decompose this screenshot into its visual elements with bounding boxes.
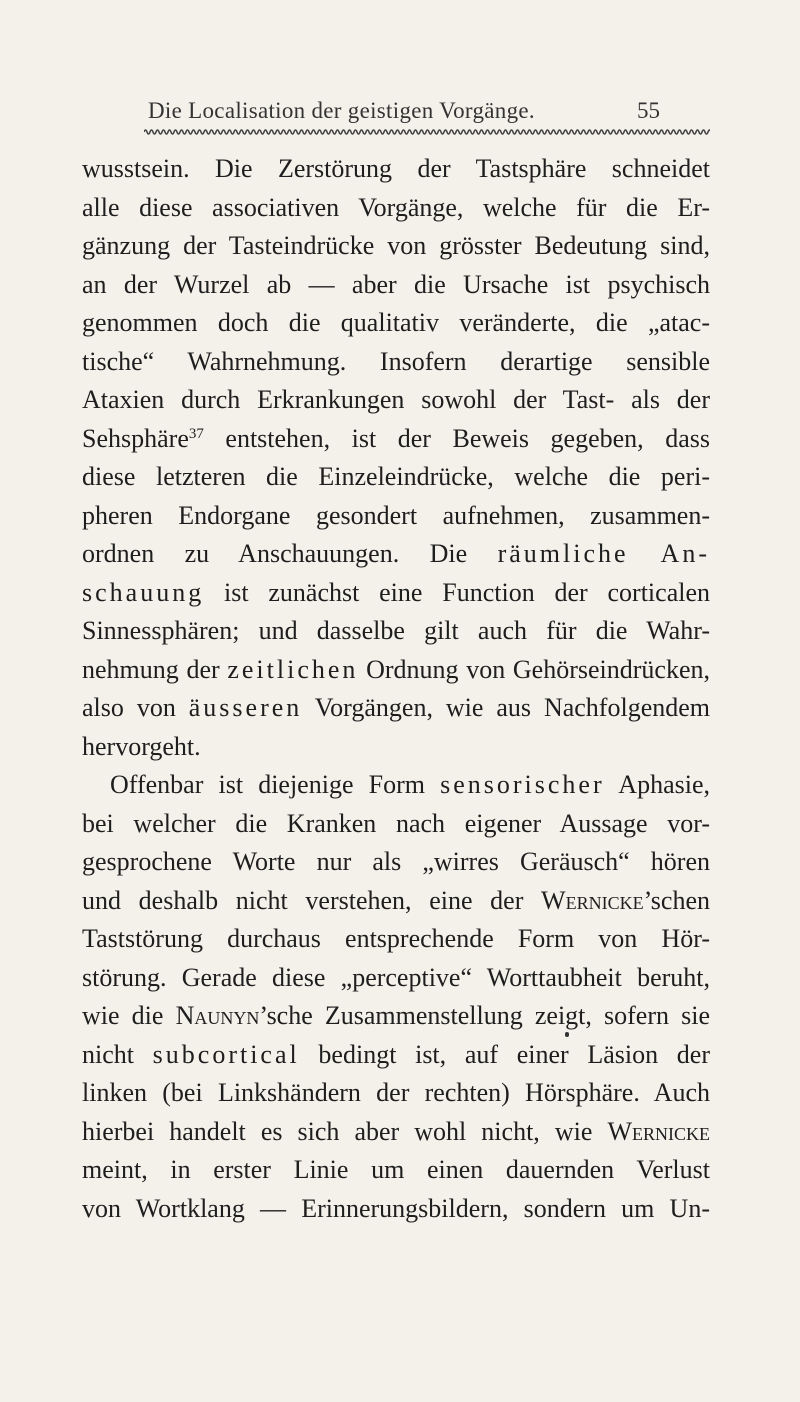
running-head — [148, 98, 660, 128]
text-line — [82, 997, 710, 1036]
text-line — [82, 651, 710, 690]
text-line: bei welcher die Kranken nach eigener Aussage vor- — [82, 808, 710, 838]
text-segment: hierbei handelt es sich aber wohl nicht, wie — [82, 1116, 608, 1146]
footnote-ref: 37 — [188, 425, 204, 442]
text-segment: bedingt ist, auf einer Läsion der — [299, 1039, 710, 1069]
text-line — [82, 1113, 710, 1152]
text-line — [82, 689, 710, 728]
emphasis: schauung — [82, 577, 205, 607]
text-segment: ’schen — [643, 885, 710, 915]
text-line: Ataxien durch Erkrankungen sowohl der Tast- als der — [82, 385, 710, 414]
text-segment: nicht — [82, 1039, 153, 1069]
body-text — [82, 150, 710, 1228]
text-line: hervorgeht. — [82, 731, 201, 761]
emphasis: sensorischer — [440, 770, 605, 799]
wavy-header-rule — [144, 128, 710, 136]
text-segment: nehmung der — [82, 654, 228, 684]
text-line: Sinnessphären; und dasselbe gilt auch für die Wahr- — [82, 616, 710, 645]
text-segment: Aphasie, — [604, 770, 711, 799]
text-line: gesprochene Worte nur als „wirres Geräusch“ hören — [82, 847, 710, 876]
text-line: genommen doch die qualitativ veränderte, die „atac- — [82, 308, 710, 337]
text-line: von Wortklang — Erinnerungsbildern, sondern um Un- — [82, 1193, 710, 1223]
page-number: 55 — [637, 98, 660, 123]
text-line: wusstsein. Die Zerstörung der Tastsphäre schneidet — [82, 154, 710, 183]
text-line: meint, in erster Linie um einen dauernden Verlust — [82, 1155, 710, 1184]
print-speck — [565, 1032, 569, 1037]
text-segment: Offenbar ist diejenige Form — [110, 770, 441, 799]
text-line: tische“ Wahrnehmung. Insofern derartige sensible — [82, 346, 710, 376]
text-segment: Sehsphäre — [82, 423, 189, 453]
author-name: Wernicke — [541, 885, 644, 915]
author-name: Naunyn — [175, 1001, 260, 1030]
text-segment: Vorgängen, wie aus Nachfolgendem — [302, 693, 710, 722]
text-line: linken (bei Linkshändern der rechten) Hörsphäre. Auch — [82, 1078, 710, 1107]
text-line: Taststörung durchaus entsprechende Form von Hör- — [82, 924, 710, 953]
running-title: Die Localisation der geistigen Vorgänge. — [148, 98, 535, 123]
text-line: gänzung der Tasteindrücke von grösster Bedeutung sind, — [82, 231, 710, 260]
text-line — [82, 574, 710, 613]
text-segment: entstehen, ist der Beweis gegeben, dass — [203, 423, 710, 453]
emphasis: zeitlichen — [227, 654, 359, 684]
emphasis: äusseren — [188, 693, 303, 722]
text-segment: ordnen zu Anschauungen. Die — [82, 539, 498, 568]
text-line: pheren Endorgane gesondert aufnehmen, zusammen- — [82, 500, 710, 530]
author-name: Wernicke — [607, 1116, 710, 1146]
text-line — [82, 420, 710, 459]
text-line — [82, 882, 710, 921]
text-line: diese letzteren die Einzeleindrücke, welche die peri- — [82, 462, 710, 491]
text-line: an der Wurzel ab — aber die Ursache ist psychisch — [82, 269, 710, 299]
text-line — [82, 535, 710, 574]
text-segment: ’sche Zusammenstellung zeigt, sofern sie — [259, 1001, 710, 1030]
emphasis: räumliche An- — [497, 539, 710, 568]
text-line: alle diese associativen Vorgänge, welche für die Er- — [82, 192, 710, 222]
text-segment: also von — [82, 693, 189, 722]
text-segment: Ordnung von Gehörseindrücken, — [358, 654, 710, 684]
text-line — [82, 766, 710, 805]
text-segment: wie die — [82, 1001, 176, 1030]
emphasis: subcortical — [152, 1039, 300, 1069]
text-line: störung. Gerade diese „perceptive“ Worttaubheit beruht, — [82, 962, 710, 992]
text-segment: und deshalb nicht verstehen, eine der — [82, 885, 542, 915]
text-segment: ist zunächst eine Function der corticalen — [204, 577, 710, 607]
text-line — [82, 1036, 710, 1075]
